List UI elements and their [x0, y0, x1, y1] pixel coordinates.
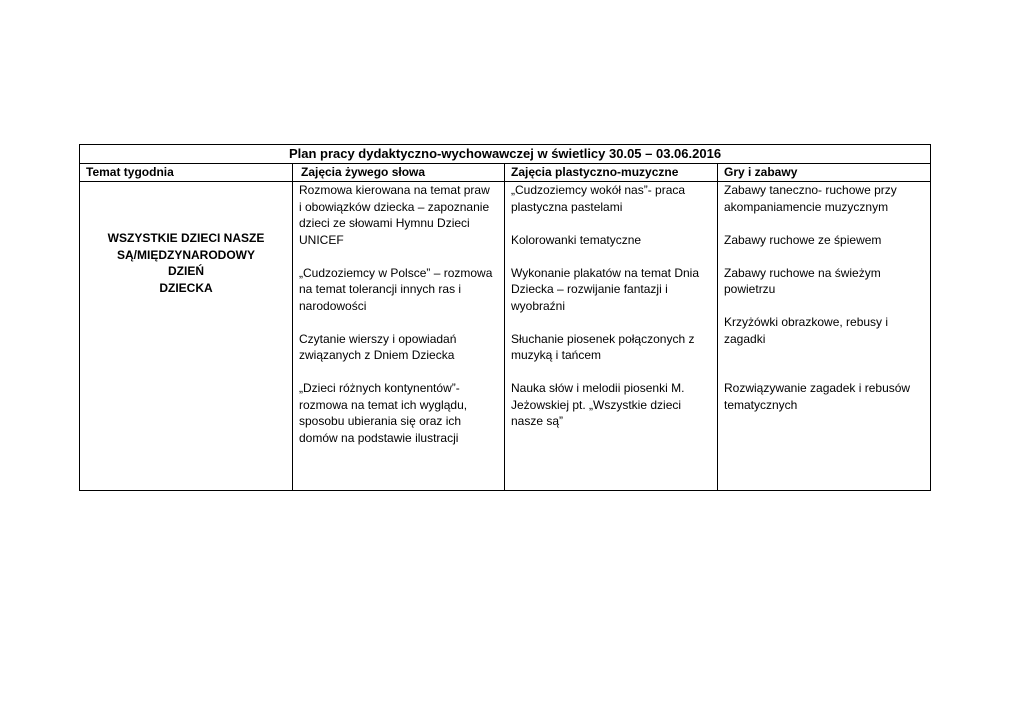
col2-cell — [505, 182, 718, 491]
header-col1: Zajęcia żywego słowa — [293, 164, 505, 182]
col3-cell — [718, 182, 931, 491]
topic-line: WSZYSTKIE DZIECI NASZE — [107, 231, 265, 245]
col1-item: „Dzieci różnych kontynentów”- rozmowa na temat ich wyglądu, sposobu ubierania się oraz ich domów na podstawie ilustracji — [299, 381, 468, 445]
topic-line: DZIECKA — [159, 280, 213, 295]
col3-item: Zabawy ruchowe ze śpiewem — [724, 232, 882, 247]
col1-item: Rozmowa kierowana na temat praw i obowiązków dziecka – zapoznanie dzieci ze słowami Hymnu Dzieci UNICEF — [299, 183, 490, 247]
body-row — [80, 182, 931, 491]
col2-item: Kolorowanki tematyczne — [511, 232, 642, 247]
col3-item: Zabawy ruchowe na świeżym powietrzu — [724, 265, 881, 296]
col1-cell — [293, 182, 505, 491]
col2-item: Nauka słów i melodii piosenki M. Jeżowskiej pt. „Wszystkie dzieci nasze są” — [511, 381, 685, 428]
col1-item: Czytanie wierszy i opowiadań związanych z Dniem Dziecka — [299, 331, 457, 362]
table-title: Plan pracy dydaktyczno-wychowawczej w świetlicy 30.05 – 03.06.2016 — [80, 145, 931, 164]
topic-text — [80, 230, 292, 296]
title-row — [80, 145, 931, 164]
col3-item: Rozwiązywanie zagadek i rebusów tematycznych — [724, 381, 911, 412]
header-row — [80, 164, 931, 182]
col3-item: Krzyżówki obrazkowe, rebusy i zagadki — [724, 315, 889, 346]
col3-item: Zabawy taneczno- ruchowe przy akompaniamencie muzycznym — [724, 183, 897, 214]
plan-table — [79, 144, 931, 491]
header-col2: Zajęcia plastyczno-muzyczne — [505, 164, 718, 182]
col2-item: Słuchanie piosenek połączonych z muzyką i tańcem — [511, 331, 695, 362]
col2-item: „Cudzoziemcy wokół nas”- praca plastyczna pastelami — [511, 183, 686, 214]
topic-line: SĄ/MIĘDZYNARODOWY DZIEŃ — [117, 247, 255, 278]
topic-cell — [80, 182, 293, 491]
col1-item: „Cudzoziemcy w Polsce” – rozmowa na temat tolerancji innych ras i narodowości — [299, 265, 493, 313]
header-topic: Temat tygodnia — [80, 164, 293, 182]
col2-item: Wykonanie plakatów na temat Dnia Dziecka – rozwijanie fantazji i wyobraźni — [511, 265, 699, 313]
header-col3: Gry i zabawy — [718, 164, 931, 182]
